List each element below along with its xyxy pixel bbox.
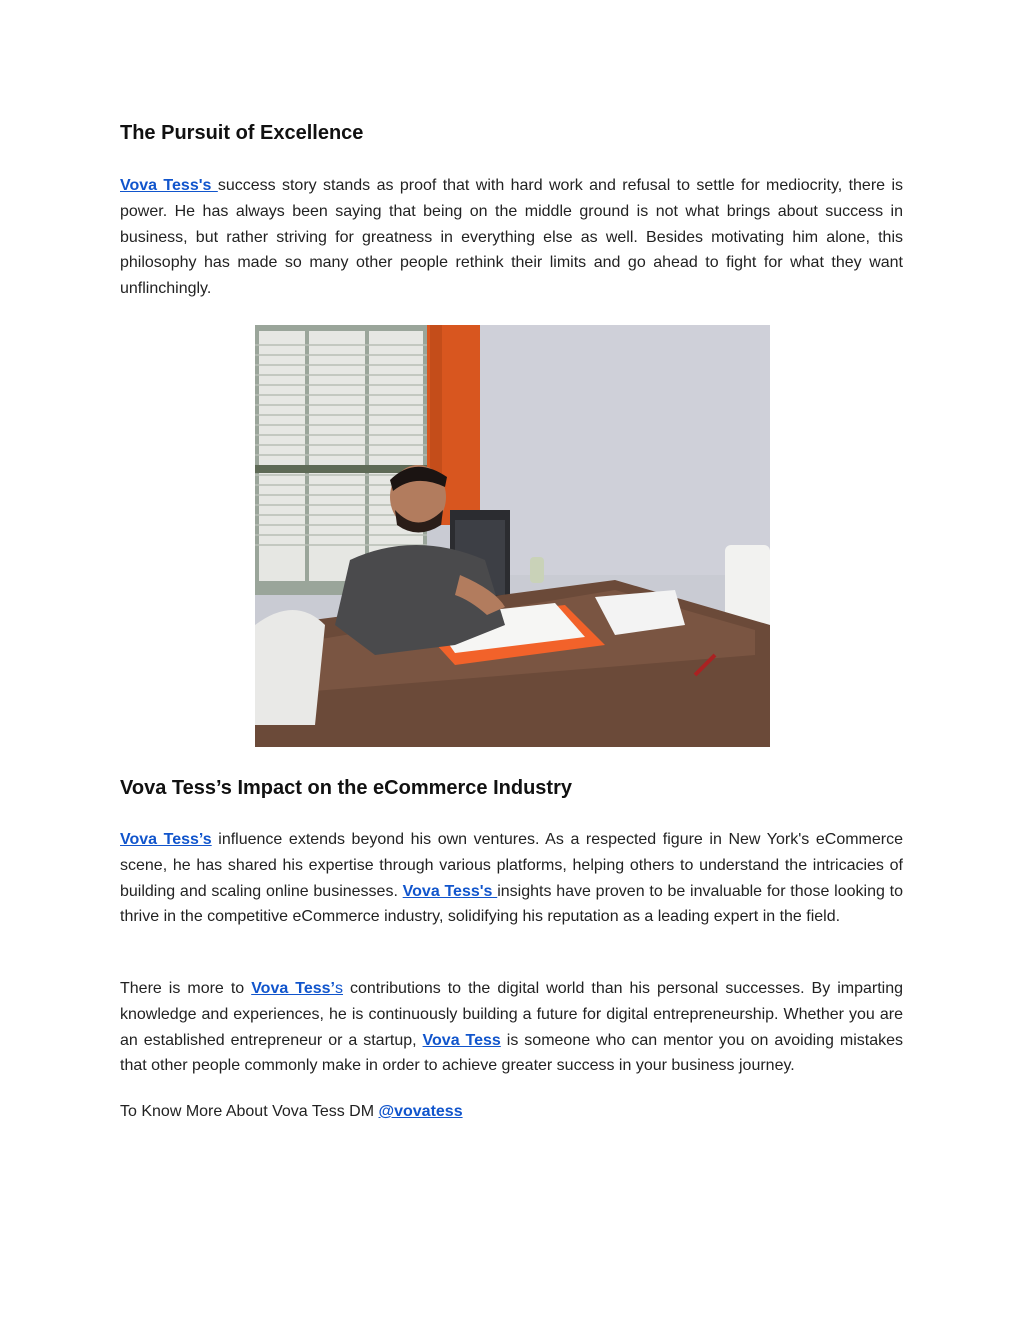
vova-tess-link[interactable]: Vova Tess’s — [120, 831, 212, 848]
paragraph-text: influence extends beyond his own ventures. As a respected figure in New York's eCommerce scene, he has shared his expertise through various platforms, helping others to understand the intricacies of building and scaling online businesses. — [120, 831, 903, 900]
vova-tess-link[interactable]: Vova Tess's — [120, 177, 218, 194]
paragraph-impact-1 — [120, 827, 903, 930]
paragraph-pursuit — [120, 173, 903, 302]
contact-line — [120, 1099, 903, 1125]
paragraph-text: contributions to the digital world than his personal successes. By imparting knowledge and experiences, he is continuously building a future for digital entrepreneurship. Whether you are an established entrepreneur or a startup, — [120, 980, 903, 1049]
vovatess-handle-link[interactable]: @vovatess — [378, 1103, 463, 1120]
link-text: Vova Tess’ — [251, 980, 335, 997]
vova-tess-link[interactable]: Vova Tess's — [402, 882, 498, 900]
paragraph-impact-2 — [120, 976, 903, 1079]
paragraph-text: There is more to — [120, 980, 252, 997]
paragraph-text: success story stands as proof that with hard work and refusal to settle for mediocrity, there is power. He has always been saying that being on the middle ground is not what brings about success in business, but rather striving for greatness in everything else as well. Besides motivating him alone, this philosophy has made so many other people rethink their limits and go ahead to fight for what they want unflinchingly. — [120, 177, 903, 298]
link-text-suffix: s — [334, 980, 343, 997]
photo-vova-tess-desk — [255, 325, 770, 747]
paragraph-text: insights have proven to be invaluable for those looking to thrive in the competitive eCommerce industry, solidifying his reputation as a leading expert in the field. — [120, 882, 903, 926]
vova-tess-link[interactable] — [251, 980, 343, 997]
section-heading-impact: Vova Tess’s Impact on the eCommerce Industry — [120, 777, 572, 799]
section-heading-pursuit: The Pursuit of Excellence — [120, 122, 364, 144]
paragraph-text: is someone who can mentor you on avoiding mistakes that other people commonly make in order to achieve greater success in your business journey. — [120, 1031, 904, 1075]
contact-text: To Know More About Vova Tess DM — [120, 1103, 379, 1120]
vova-tess-link[interactable]: Vova Tess — [422, 1031, 501, 1049]
